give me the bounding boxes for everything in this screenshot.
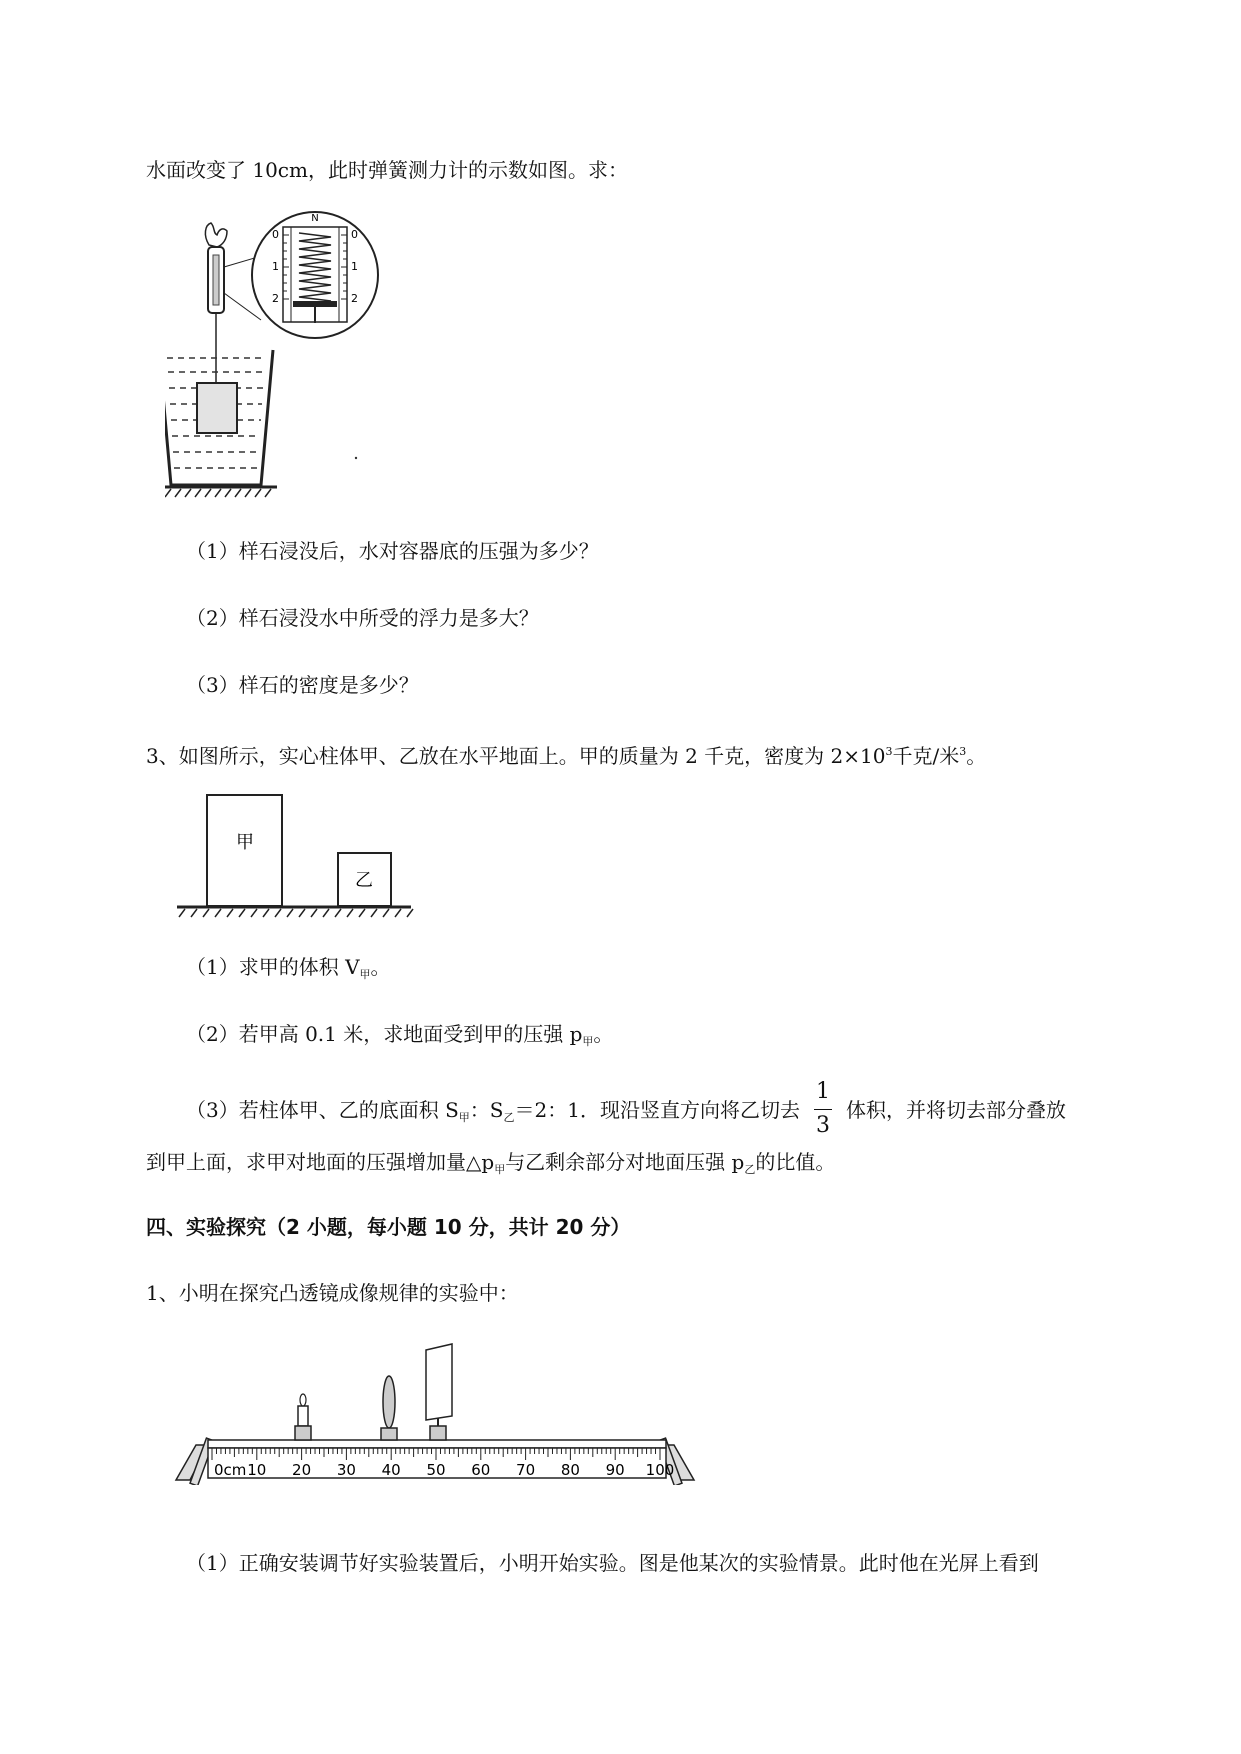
hand-icon	[205, 223, 227, 247]
block-yi-label: 乙	[355, 870, 373, 891]
fraction-one-third: $\frac{1}{3}$	[815, 1078, 830, 1138]
scale-tick-label: 1	[272, 260, 279, 273]
question-item: （1）样石浸没后，水对容器底的压强为多少？	[186, 539, 599, 563]
ruler-label: 90	[605, 1461, 625, 1479]
bench-rail	[208, 1440, 666, 1448]
ruler-label: 70	[516, 1461, 536, 1479]
ruler-label: 10	[247, 1461, 267, 1479]
scale-tick-label: 2	[351, 292, 358, 305]
question-stem: 3、如图所示，实心柱体甲、乙放在水平地面上。甲的质量为 2 千克，密度为 $2\times 10^3$千克/米$^3$。	[146, 744, 987, 768]
scale-tick-label: 0	[351, 228, 358, 241]
scale-unit-label: N	[311, 213, 319, 224]
question-item: （3）若柱体甲、乙的底面积 $S_甲$：$S_乙=2$：1．现沿竖直方向将乙切去 $\frac{1}{3}$ 体积，并将切去部分叠放	[186, 1078, 1066, 1138]
optical-bench-figure	[170, 1330, 710, 1485]
ruler-label: 40	[381, 1461, 401, 1479]
scale-tick-label: 2	[272, 292, 279, 305]
stone-sample	[197, 383, 237, 433]
pointer	[293, 301, 337, 307]
blocks-figure	[175, 790, 430, 920]
ruler-label: 50	[426, 1461, 446, 1479]
candle	[298, 1406, 308, 1426]
ruler-label: 100	[645, 1461, 675, 1479]
question-item: （1）正确安装调节好实验装置后，小明开始实验。图是他某次的实验情景。此时他在光屏上看到	[186, 1551, 1039, 1575]
ruler-label: 20	[292, 1461, 312, 1479]
spring-scale-beaker-figure	[165, 205, 405, 500]
question-item-continued: 到甲上面，求甲对地面的压强增加量$\triangle p_甲$与乙剩余部分对地面压强 $p_乙$的比值。	[146, 1150, 836, 1176]
convex-lens	[383, 1376, 395, 1428]
ruler-label: 30	[336, 1461, 356, 1479]
question-item: （2）样石浸没水中所受的浮力是多大？	[186, 606, 539, 630]
light-screen	[426, 1344, 452, 1420]
question-stem: 1、小明在探究凸透镜成像规律的实验中：	[146, 1281, 519, 1305]
text-line: 水面改变了 10cm，此时弹簧测力计的示数如图。求：	[146, 158, 628, 182]
scale-tick-label: 1	[351, 260, 358, 273]
flame-icon	[300, 1394, 306, 1406]
block-jia-label: 甲	[236, 832, 254, 853]
section-heading: 四、实验探究（2 小题，每小题 10 分，共计 20 分）	[146, 1215, 631, 1239]
ruler-label: 0cm	[214, 1461, 247, 1479]
ruler-label: 80	[560, 1461, 580, 1479]
question-item: （2）若甲高 0.1 米，求地面受到甲的压强 $p_甲$。	[186, 1022, 614, 1048]
question-item: （3）样石的密度是多少？	[186, 673, 419, 697]
ruler-label: 60	[471, 1461, 491, 1479]
scale-tick-label: 0	[272, 228, 279, 241]
question-item: （1）求甲的体积 $V_甲$。	[186, 955, 391, 981]
